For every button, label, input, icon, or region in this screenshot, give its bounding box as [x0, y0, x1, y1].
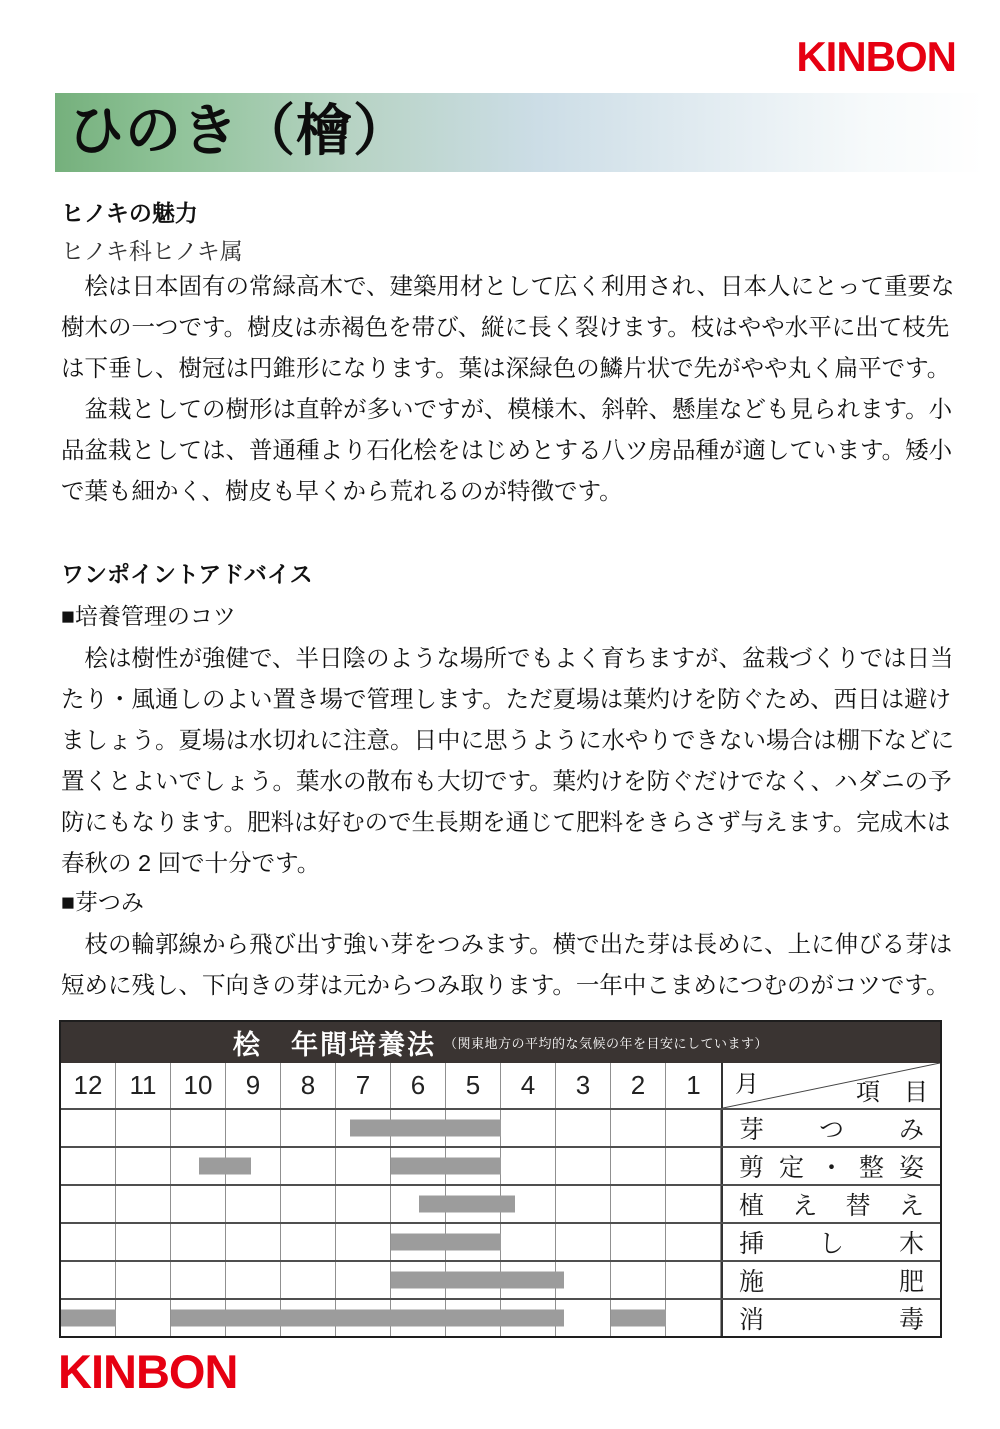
- text-line: たり・風通しのよい置き場で管理します。ただ夏場は葉灼けを防ぐため、西日は避け: [61, 686, 952, 712]
- intro-paragraph: [61, 266, 955, 512]
- calendar-row: [61, 1184, 940, 1222]
- cultivation-calendar-table: [59, 1020, 942, 1338]
- calendar-month-cell: 3: [556, 1063, 611, 1108]
- calendar-activity-bar: [61, 1310, 116, 1327]
- intro-taxonomy: ヒノキ科ヒノキ属: [61, 238, 243, 264]
- calendar-month-cell: 10: [171, 1063, 226, 1108]
- calendar-month-cell: 4: [501, 1063, 556, 1108]
- page-title: ひのき（檜）: [68, 101, 410, 163]
- text-line: で葉も細かく、樹皮も早くから荒れるのが特徴です。: [61, 478, 623, 504]
- calendar-month-cell: 2: [611, 1063, 666, 1108]
- calendar-month-cell: 11: [116, 1063, 171, 1108]
- calendar-row-track: [61, 1148, 721, 1184]
- label-char: 姿: [898, 1154, 924, 1182]
- label-char: 肥: [898, 1268, 924, 1296]
- brand-logo-top: KINBON: [796, 33, 956, 80]
- text-line: 桧は樹性が強健で、半日陰のような場所でもよく育ちますが、盆栽づくりでは日当: [61, 645, 954, 671]
- text-line: 枝の輪郭線から飛び出す強い芽をつみます。横で出た芽は長めに、上に伸びる芽は: [61, 931, 953, 957]
- text-line: 品盆栽としては、普通種より石化桧をはじめとする八ツ房品種が適しています。矮小: [61, 437, 953, 463]
- label-char: 毒: [898, 1306, 924, 1334]
- calendar-row: [61, 1146, 940, 1184]
- calendar-corner-cell: [721, 1063, 940, 1108]
- brand-logo-bottom: KINBON: [58, 1345, 238, 1398]
- intro-heading: ヒノキの魅力: [61, 200, 198, 226]
- calendar-row-track: [61, 1186, 721, 1222]
- calendar-activity-bar: [391, 1272, 564, 1289]
- calendar-row-label: [721, 1224, 940, 1260]
- label-char: し: [818, 1230, 844, 1258]
- calendar-activity-bar: [199, 1158, 251, 1175]
- label-char: 定: [778, 1154, 804, 1182]
- text-line: 盆栽としての樹形は直幹が多いですが、模様木、斜幹、懸崖なども見られます。小: [61, 396, 953, 422]
- calendar-month-cell: 12: [61, 1063, 116, 1108]
- calendar-title-bar: [61, 1022, 940, 1063]
- label-char: 木: [898, 1230, 924, 1258]
- calendar-activity-bar: [350, 1120, 501, 1137]
- calendar-row-label: [721, 1110, 940, 1146]
- calendar-activity-bar: [611, 1310, 666, 1327]
- calendar-month-cell: 6: [391, 1063, 446, 1108]
- corner-month-label: 月: [735, 1071, 759, 1098]
- label-char: 消: [739, 1306, 765, 1334]
- text-line: は下垂し、樹冠は円錐形になります。葉は深緑色の鱗片状で先がやや丸く扁平です。: [61, 355, 951, 381]
- label-char: 植: [739, 1192, 765, 1220]
- text-line: 置くとよいでしょう。葉水の散布も大切です。葉灼けを防ぐだけでなく、ハダニの予: [61, 768, 952, 794]
- calendar-row-label: [721, 1186, 940, 1222]
- advice-tip1-paragraph: [61, 638, 954, 884]
- calendar-month-cell: 8: [281, 1063, 336, 1108]
- calendar-month-cell: 5: [446, 1063, 501, 1108]
- calendar-rows: [61, 1108, 940, 1336]
- calendar-row-track: [61, 1300, 721, 1336]
- calendar-title: 桧 年間培養法: [232, 1030, 436, 1060]
- text-line: 桧は日本固有の常緑高木で、建築用材として広く利用され、日本人にとって重要な: [61, 273, 955, 299]
- text-line: 樹木の一つです。樹皮は赤褐色を帯び、縦に長く裂けます。枝はやや水平に出て枝先: [61, 314, 950, 340]
- calendar-row-label: [721, 1262, 940, 1298]
- label-char: え: [898, 1192, 924, 1220]
- advice-tip2-heading: ■芽つみ: [61, 889, 144, 915]
- label-char: ・: [818, 1154, 844, 1182]
- label-char: 整: [858, 1154, 884, 1182]
- label-char: 剪: [739, 1154, 765, 1182]
- calendar-activity-bar: [391, 1158, 501, 1175]
- calendar-month-cell: 9: [226, 1063, 281, 1108]
- calendar-row: [61, 1108, 940, 1146]
- calendar-months-row: [61, 1063, 940, 1108]
- advice-tip2-paragraph: [61, 924, 953, 1006]
- calendar-row-track: [61, 1224, 721, 1260]
- calendar-row-track: [61, 1262, 721, 1298]
- calendar-row-label: [721, 1148, 940, 1184]
- title-banner: [55, 93, 985, 172]
- calendar-row-track: [61, 1110, 721, 1146]
- calendar-month-cell: 1: [686, 1070, 701, 1100]
- calendar-months-cells: [61, 1063, 721, 1108]
- text-line: ましょう。夏場は水切れに注意。日中に思うように水やりできない場合は棚下などに: [61, 727, 954, 753]
- label-char: 挿: [739, 1230, 765, 1258]
- label-char: 替: [845, 1192, 871, 1220]
- calendar-row-label: [721, 1300, 940, 1336]
- label-char: み: [898, 1116, 924, 1144]
- label-char: 芽: [739, 1116, 765, 1144]
- calendar-activity-bar: [391, 1234, 501, 1251]
- calendar-row: [61, 1260, 940, 1298]
- calendar-activity-bar: [419, 1196, 515, 1213]
- advice-heading: ワンポイントアドバイス: [61, 561, 313, 587]
- corner-item-label: 項 目: [856, 1079, 928, 1106]
- label-char: 施: [739, 1268, 765, 1296]
- calendar-row: [61, 1298, 940, 1336]
- text-line: 防にもなります。肥料は好むので生長期を通じて肥料をきらさず与えます。完成木は: [61, 809, 951, 835]
- calendar-row: [61, 1222, 940, 1260]
- label-char: つ: [818, 1116, 844, 1144]
- calendar-title-note: （関東地方の平均的な気候の年を目安にしています）: [443, 1036, 768, 1051]
- text-line: 短めに残し、下向きの芽は元からつみ取ります。一年中こまめにつむのがコツです。: [61, 972, 950, 998]
- calendar-month-cell: 7: [336, 1063, 391, 1108]
- advice-tip1-heading: ■培養管理のコツ: [61, 603, 236, 629]
- text-line: 春秋の 2 回で十分です。: [61, 850, 321, 876]
- calendar-activity-bar: [171, 1310, 564, 1327]
- label-char: え: [792, 1192, 818, 1220]
